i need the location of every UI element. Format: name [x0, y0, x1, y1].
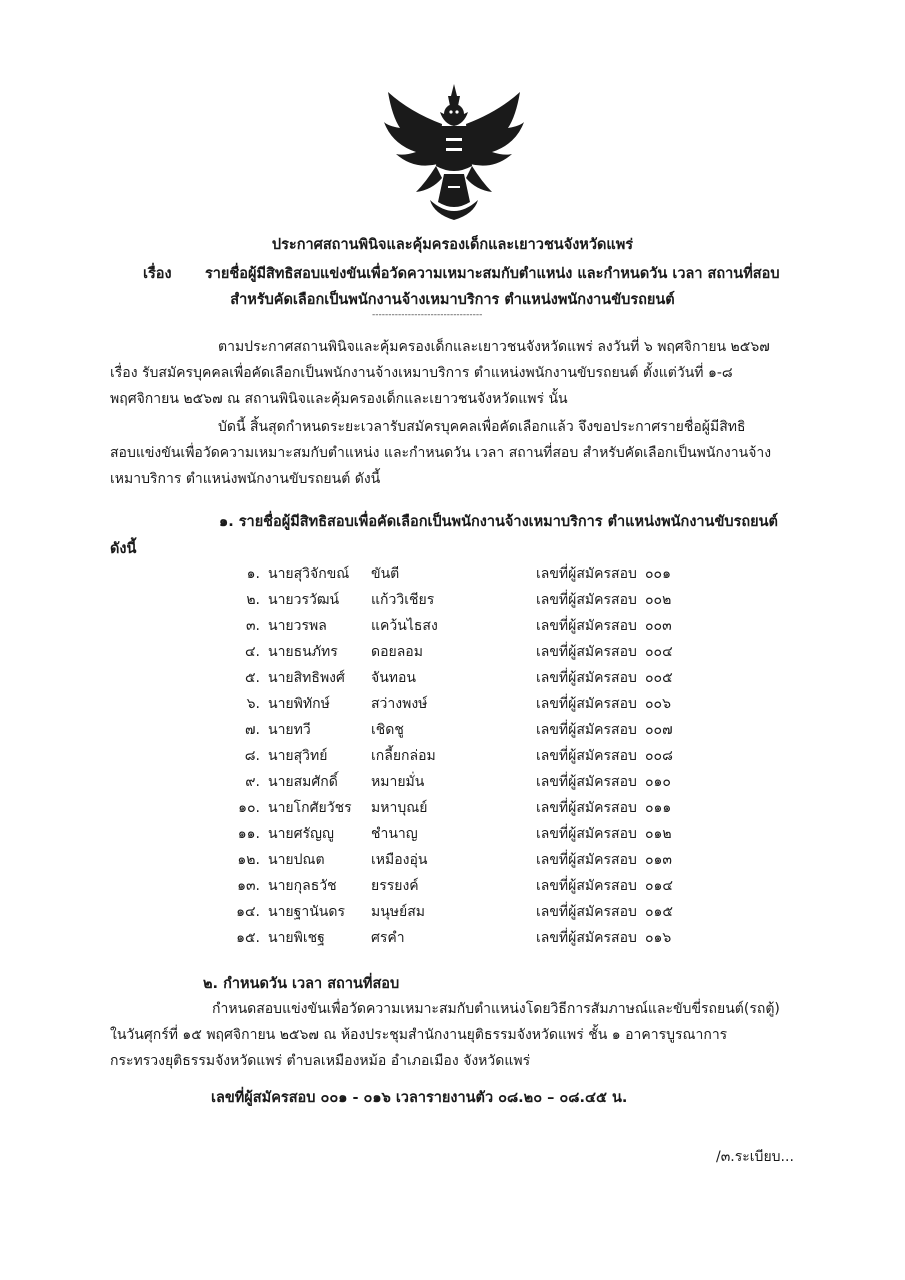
candidate-no: ๑๔.	[236, 904, 260, 920]
candidate-no: ๑๑.	[237, 826, 260, 842]
candidate-last-name: มหาบุณย์	[371, 800, 428, 816]
text-line: เหมาบริการ ตำแหน่งพนักงานขับรถยนต์ ดังนี้	[110, 471, 381, 487]
candidate-no: ๘.	[244, 748, 260, 764]
candidate-first-name: นายสุวิจักขณ์	[268, 566, 350, 582]
candidate-id-label: เลขที่ผู้สมัครสอบ	[536, 644, 637, 660]
candidate-id-label: เลขที่ผู้สมัครสอบ	[536, 774, 637, 790]
candidate-no: ๗.	[245, 722, 260, 738]
intro-paragraph-2	[110, 414, 810, 492]
candidate-no: ๓.	[245, 618, 260, 634]
list-item	[0, 927, 905, 953]
list-item	[0, 615, 905, 641]
list-item	[0, 797, 905, 823]
candidate-id: ๐๑๔	[645, 878, 674, 894]
list-item	[0, 745, 905, 771]
candidate-id: ๐๐๗	[645, 722, 673, 738]
candidate-last-name: เกลี้ยกล่อม	[371, 748, 436, 764]
candidate-last-name: แก้ววิเชียร	[371, 592, 435, 608]
section-1-heading-cont: ดังนี้	[110, 541, 137, 557]
candidate-id: ๐๐๖	[645, 696, 671, 712]
candidate-id-label: เลขที่ผู้สมัครสอบ	[536, 566, 637, 582]
candidate-first-name: นายสิทธิพงศ์	[268, 670, 345, 686]
schedule-note: เลขที่ผู้สมัครสอบ ๐๐๑ - ๐๑๖ เวลารายงานตัว ๐๘.๒๐ – ๐๘.๔๕ น.	[211, 1090, 628, 1106]
candidate-id: ๐๑๓	[645, 852, 673, 868]
candidate-id-label: เลขที่ผู้สมัครสอบ	[536, 852, 637, 868]
subject-line-1: รายชื่อผู้มีสิทธิสอบแข่งขันเพื่อวัดความเหมาะสมกับตำแหน่ง และกำหนดวัน เวลา สถานที่สอบ	[205, 266, 780, 282]
list-item	[0, 901, 905, 927]
candidate-no: ๕.	[244, 670, 260, 686]
candidate-no: ๔.	[244, 644, 260, 660]
candidate-id-label: เลขที่ผู้สมัครสอบ	[536, 826, 637, 842]
candidate-first-name: นายโกศัยวัชร	[268, 800, 352, 816]
candidate-id: ๐๐๑	[645, 566, 671, 582]
list-item	[0, 823, 905, 849]
intro-paragraph-1	[110, 334, 810, 412]
text-line: กำหนดสอบแข่งขันเพื่อวัดความเหมาะสมกับตำแหน่งโดยวิธีการสัมภาษณ์และขับขี่รถยนต์(รถตู้)	[212, 1001, 780, 1017]
candidate-id-label: เลขที่ผู้สมัครสอบ	[536, 670, 637, 686]
candidate-first-name: นายกุลธวัช	[268, 878, 337, 894]
text-line: กระทรวงยุติธรรมจังหวัดแพร่ ตำบลเหมืองหม้อ อำเภอเมือง จังหวัดแพร่	[110, 1053, 531, 1069]
candidate-no: ๑๐.	[238, 800, 260, 816]
candidate-id: ๐๐๒	[645, 592, 672, 608]
text-line: ตามประกาศสถานพินิจและคุ้มครองเด็กและเยาวชนจังหวัดแพร่ ลงวันที่ ๖ พฤศจิกายน ๒๕๖๗	[218, 339, 770, 355]
text-line: สอบแข่งขันเพื่อวัดความเหมาะสมกับตำแหน่ง และกำหนดวัน เวลา สถานที่สอบ สำหรับคัดเลือกเป็นพนักงานจ้าง	[110, 445, 772, 461]
page-title: ประกาศสถานพินิจและคุ้มครองเด็กและเยาวชนจังหวัดแพร่	[271, 237, 634, 253]
list-item	[0, 719, 905, 745]
list-item	[0, 563, 905, 589]
candidate-no: ๑๓.	[237, 878, 260, 894]
text-line: บัดนี้ สิ้นสุดกำหนดระยะเวลารับสมัครบุคคลเพื่อคัดเลือกแล้ว จึงขอประกาศรายชื่อผู้มีสิทธิ	[218, 419, 746, 435]
candidate-id: ๐๑๒	[645, 826, 672, 842]
candidate-last-name: ยรรยงค์	[371, 878, 419, 894]
candidate-first-name: นายพิเชฐ	[268, 930, 325, 946]
candidate-id-label: เลขที่ผู้สมัครสอบ	[536, 696, 637, 712]
candidate-no: ๙.	[245, 774, 260, 790]
text-line: ในวันศุกร์ที่ ๑๕ พฤศจิกายน ๒๕๖๗ ณ ห้องประชุมสำนักงานยุติธรรมจังหวัดแพร่ ชั้น ๑ อาคารบูรณาการ	[110, 1027, 728, 1043]
candidate-id-label: เลขที่ผู้สมัครสอบ	[536, 878, 637, 894]
list-item	[0, 667, 905, 693]
candidate-id-label: เลขที่ผู้สมัครสอบ	[536, 722, 637, 738]
candidate-no: ๑.	[246, 566, 260, 582]
text-line: เรื่อง รับสมัครบุคคลเพื่อคัดเลือกเป็นพนักงานจ้างเหมาบริการ ตำแหน่งพนักงานขับรถยนต์ ตั้งแต่วันที่ ๑-๘	[110, 365, 733, 381]
candidate-id-label: เลขที่ผู้สมัครสอบ	[536, 930, 637, 946]
candidate-id-label: เลขที่ผู้สมัครสอบ	[536, 748, 637, 764]
candidate-id-label: เลขที่ผู้สมัครสอบ	[536, 592, 637, 608]
candidate-id-label: เลขที่ผู้สมัครสอบ	[536, 800, 637, 816]
candidate-no: ๒.	[246, 592, 260, 608]
candidate-first-name: นายสมศักดิ์	[268, 774, 338, 790]
candidate-last-name: ชำนาญ	[371, 826, 418, 842]
divider: ----------------------------------	[372, 310, 483, 320]
candidate-id: ๐๐๕	[645, 670, 673, 686]
list-item	[0, 771, 905, 797]
candidate-first-name: นายวรวัฒน์	[268, 592, 340, 608]
section-1-heading: ๑. รายชื่อผู้มีสิทธิสอบเพื่อคัดเลือกเป็นพนักงานจ้างเหมาบริการ ตำแหน่งพนักงานขับรถยนต์	[219, 514, 778, 530]
list-item	[0, 693, 905, 719]
candidate-id-label: เลขที่ผู้สมัครสอบ	[536, 618, 637, 634]
text-line: พฤศจิกายน ๒๕๖๗ ณ สถานพินิจและคุ้มครองเด็กและเยาวชนจังหวัดแพร่ นั้น	[110, 391, 568, 407]
candidate-last-name: สว่างพงษ์	[371, 696, 428, 712]
candidate-last-name: เชิดชู	[371, 722, 404, 738]
candidate-first-name: นายฐานันดร	[268, 904, 345, 920]
garuda-emblem-icon	[380, 82, 528, 222]
candidate-id: ๐๐๓	[645, 618, 672, 634]
candidate-last-name: จันทอน	[371, 670, 416, 686]
section-2-heading: ๒. กำหนดวัน เวลา สถานที่สอบ	[203, 976, 400, 992]
candidate-id: ๐๐๔	[645, 644, 673, 660]
candidate-no: ๖.	[246, 696, 260, 712]
candidate-first-name: นายธนภัทร	[268, 644, 338, 660]
candidate-id: ๐๑๖	[645, 930, 672, 946]
candidate-id-label: เลขที่ผู้สมัครสอบ	[536, 904, 637, 920]
candidate-id: ๐๑๑	[645, 800, 672, 816]
candidate-first-name: นายวรพล	[268, 618, 327, 634]
section-2-paragraph	[110, 996, 810, 1074]
candidate-last-name: เหมืองอุ่น	[371, 852, 428, 868]
candidate-last-name: ดอยลอม	[371, 644, 423, 660]
list-item	[0, 875, 905, 901]
candidate-last-name: ศรคำ	[371, 930, 405, 946]
continuation-marker: /๓.ระเบียบ...	[716, 1149, 794, 1165]
candidate-first-name: นายพิทักษ์	[268, 696, 330, 712]
subject-label: เรื่อง	[143, 266, 172, 282]
candidate-last-name: หมายมั่น	[371, 774, 425, 790]
candidate-first-name: นายทวี	[268, 722, 311, 738]
subject-line-2: สำหรับคัดเลือกเป็นพนักงานจ้างเหมาบริการ ตำแหน่งพนักงานขับรถยนต์	[230, 292, 675, 308]
candidate-first-name: นายศรัญญู	[268, 826, 334, 842]
candidate-no: ๑๒.	[237, 852, 260, 868]
list-item	[0, 641, 905, 667]
candidate-last-name: แคว้นไธสง	[371, 618, 438, 634]
candidate-last-name: มนุษย์สม	[371, 904, 426, 920]
candidate-last-name: ขันตี	[371, 566, 400, 582]
candidate-first-name: นายปณต	[268, 852, 325, 868]
list-item	[0, 849, 905, 875]
candidate-first-name: นายสุวิทย์	[268, 748, 328, 764]
candidate-id: ๐๐๘	[645, 748, 673, 764]
candidate-no: ๑๕.	[236, 930, 260, 946]
list-item	[0, 589, 905, 615]
candidate-id: ๐๑๕	[645, 904, 674, 920]
candidate-id: ๐๑๐	[645, 774, 671, 790]
